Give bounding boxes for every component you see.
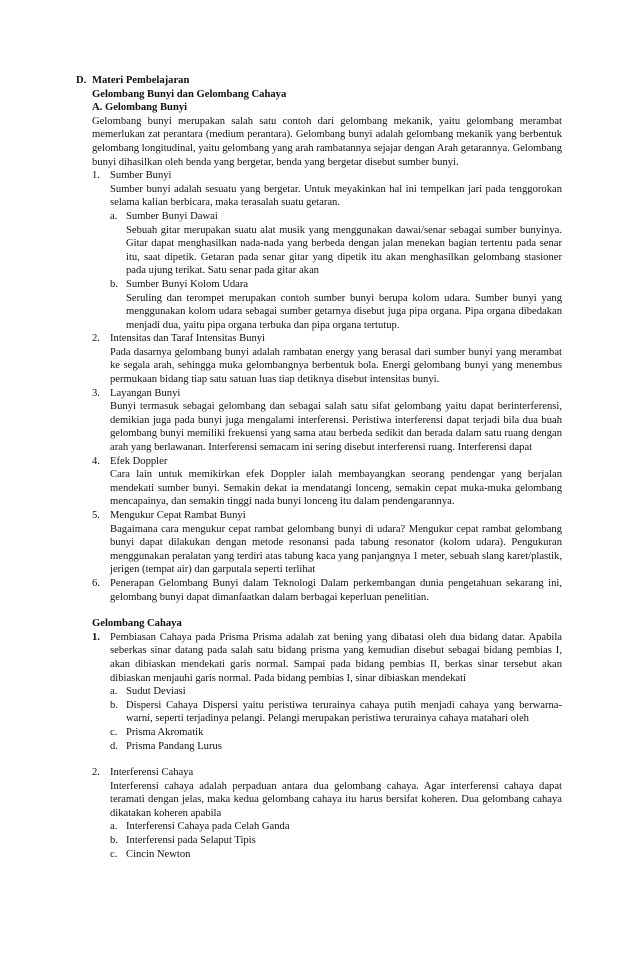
sub-item-text: Interferensi pada Selaput Tipis <box>126 835 256 847</box>
sub-item-text: Sudut Deviasi <box>126 686 186 698</box>
sub-item-title: Sumber Bunyi Dawai <box>126 210 218 222</box>
section-label: D. <box>76 75 87 86</box>
sub-letter: b. <box>110 835 118 847</box>
sub-letter: a. <box>110 210 118 222</box>
bunyi-item-2 <box>76 332 562 346</box>
cahaya-item-2 <box>76 766 562 780</box>
sub-item-text: Prisma Akromatik <box>126 726 204 738</box>
list-item-text: Pembiasan Cahaya pada Prisma Prisma adalah zat bening yang dibatasi oleh dua bidang datar. Apabila seberkas sinar datang pada salah satu bidang prisma yang kemudian disebut sebagai bidang pembias I, akan dibiaskan mendekati garis normal. Sampai pada bidang pembias II, berkas sinar tersebut akan dibiaskan menjauhi garis normal. Pada bidang pembias I, sinar dibiaskan mendekati <box>110 631 562 684</box>
bunyi-item-3 <box>76 387 562 401</box>
sub-item-title: Sumber Bunyi Kolom Udara <box>126 278 249 290</box>
section-subtitle: Gelombang Bunyi dan Gelombang Cahaya <box>92 88 287 100</box>
bunyi-item-6 <box>76 577 562 604</box>
list-item-title: Interferensi Cahaya <box>110 767 194 779</box>
cahaya-subitem-1a <box>76 685 562 699</box>
sub-letter: b. <box>110 278 118 290</box>
list-item-text: Cara lain untuk memikirkan efek Doppler ialah membayangkan seorang pendengar yang berjalan mendekati sumber bunyi. Semakin dekat ia mendatangi lonceng, semakin cepat muka-muka gelombang mencapainya, dan semakin tinggi nada bunyi lonceng itu dalam pendengarannya. <box>110 469 562 508</box>
cahaya-subitem-1b <box>76 699 562 726</box>
cahaya-subitem-1d <box>76 740 562 754</box>
list-item-text: Bunyi termasuk sebagai gelombang dan sebagai salah satu sifat gelombang yaitu dapat berinterferensi, demikian juga pada bunyi juga mengalami interferensi. Peristiwa interferensi dapat terjadi bila dua buah gelombang bunyi memiliki frekuensi yang sama atau berbeda sedikit dan berada dalam satu ruang dengan arah yang berlawanan. Interferensi semacam ini sering disebut interferensi ruang. Interferensi dapat <box>110 401 562 454</box>
sub-item-text: Seruling dan terompet merupakan contoh sumber bunyi berupa kolom udara. Sumber bunyi yang menggunakan kolom udara sebagai sumber getarnya disebut juga pipa organa. Pipa organa dibedakan menjadi dua, yaitu pipa organa terbuka dan pipa organa tertutup. <box>126 292 562 331</box>
sub-item-text: Cincin Newton <box>126 848 191 860</box>
sub-letter: c. <box>110 726 118 738</box>
bunyi-item-4 <box>76 455 562 469</box>
list-item-title: Mengukur Cepat Rambat Bunyi <box>110 510 246 521</box>
list-number: 4. <box>92 455 100 467</box>
sub-letter: b. <box>110 699 118 711</box>
sub-item-text: Interferensi Cahaya pada Celah Ganda <box>126 821 290 833</box>
list-number: 5. <box>92 510 100 521</box>
bunyi-item-1 <box>76 169 562 183</box>
cahaya-item-1 <box>76 631 562 685</box>
spacer <box>76 604 562 617</box>
list-item-text: Bagaimana cara mengukur cepat rambat gelombang bunyi di udara? Mengukur cepat rambat gelombang bunyi dapat dilakukan dengan metode resonansi pada tabung resonator (kolom udara). Pengukuran menggunakan peralatan yang terdiri atas tabung kaca yang panjangnya 1 meter, sebuah slang karet/plastik, jerigen (tempat air) dan garputala seperti terlihat <box>110 523 562 576</box>
bunyi-heading: A. Gelombang Bunyi <box>92 102 188 114</box>
bunyi-subitem-1a <box>76 210 562 224</box>
list-item-title: Efek Doppler <box>110 455 168 467</box>
document-content <box>76 74 562 861</box>
list-item-title: Intensitas dan Taraf Intensitas Bunyi <box>110 333 265 345</box>
list-number: 2. <box>92 767 100 779</box>
list-number: 2. <box>92 333 100 345</box>
list-item-text: Penerapan Gelombang Bunyi dalam Teknologi Dalam perkembangan dunia pengetahuan sekarang ini, gelombang bunyi dapat dimanfaatkan dalam berbagai keperluan penelitian. <box>110 577 562 603</box>
list-number: 1. <box>92 170 100 182</box>
sub-item-text: Sebuah gitar merupakan suatu alat musik yang menggunakan dawai/senar sebagai sumber bunyinya. Gitar dapat menghasilkan nada-nada yang berbeda dengan jalan menekan bagian tertentu pada senar itu, saat dipetik. Getaran pada senar gitar yang dipetik itu akan menghasilkan gelombang stasioner pada ujung terikat. Satu senar pada gitar akan <box>126 224 562 277</box>
bunyi-item-5 <box>76 509 562 523</box>
sub-item-text: Prisma Pandang Lurus <box>126 740 222 752</box>
cahaya-subitem-2a <box>76 820 562 834</box>
list-item-title: Layangan Bunyi <box>110 387 181 399</box>
sub-item-text: Dispersi Cahaya Dispersi yaitu peristiwa terurainya cahaya putih menjadi cahaya yang berwarna-warni, seperti terjadinya pelangi. Pelangi merupakan peristiwa terurainya cahaya matahari oleh <box>126 699 562 725</box>
spacer <box>76 753 562 766</box>
list-number: 1. <box>92 631 100 643</box>
cahaya-subitem-1c <box>76 726 562 740</box>
list-item-text: Pada dasarnya gelombang bunyi adalah rambatan energy yang berasal dari sumber bunyi yang merambat ke segala arah, sehingga muka gelombangnya berbentuk bola. Energi gelombang bunyi yang menembus permukaan bidang tiap satu satuan luas tiap detiknya disebut intensitas bunyi. <box>110 346 562 386</box>
sub-letter: a. <box>110 821 118 833</box>
cahaya-subitem-2c <box>76 848 562 862</box>
list-item-title: Sumber Bunyi <box>110 170 172 182</box>
section-title: Materi Pembelajaran <box>92 75 190 86</box>
list-item-text: Interferensi cahaya adalah perpaduan antara dua gelombang cahaya. Agar interferensi cahaya dapat teramati dengan jelas, maka kedua gelombang cahaya itu harus bersifat koheren. Dua gelombang cahaya dikatakan koheren apabila <box>110 780 562 819</box>
cahaya-subitem-2b <box>76 834 562 848</box>
sub-letter: a. <box>110 686 118 698</box>
sub-letter: c. <box>110 848 118 860</box>
section-header <box>76 74 562 88</box>
list-number: 6. <box>92 577 100 589</box>
bunyi-subitem-1b <box>76 278 562 292</box>
cahaya-heading: Gelombang Cahaya <box>92 618 182 630</box>
list-number: 3. <box>92 387 100 399</box>
list-item-text: Sumber bunyi adalah sesuatu yang bergetar. Untuk meyakinkan hal ini tempelkan jari pada tenggorokan selama kalian berbicara, maka terasalah suatu getaran. <box>110 183 562 209</box>
sub-letter: d. <box>110 740 118 752</box>
bunyi-intro: Gelombang bunyi merupakan salah satu contoh dari gelombang mekanik, yaitu gelombang merambat memerlukan zat perantara (medium perantara). Gelombang bunyi adalah gelombang mekanik yang berbentuk gelombang longitudinal, yaitu gelombang yang arah rambatannya sejajar dengan Arah getarannya. Gelombang bunyi dihasilkan oleh benda yang bergetar, benda yang bergetar disebut sumber bunyi. <box>92 115 562 168</box>
